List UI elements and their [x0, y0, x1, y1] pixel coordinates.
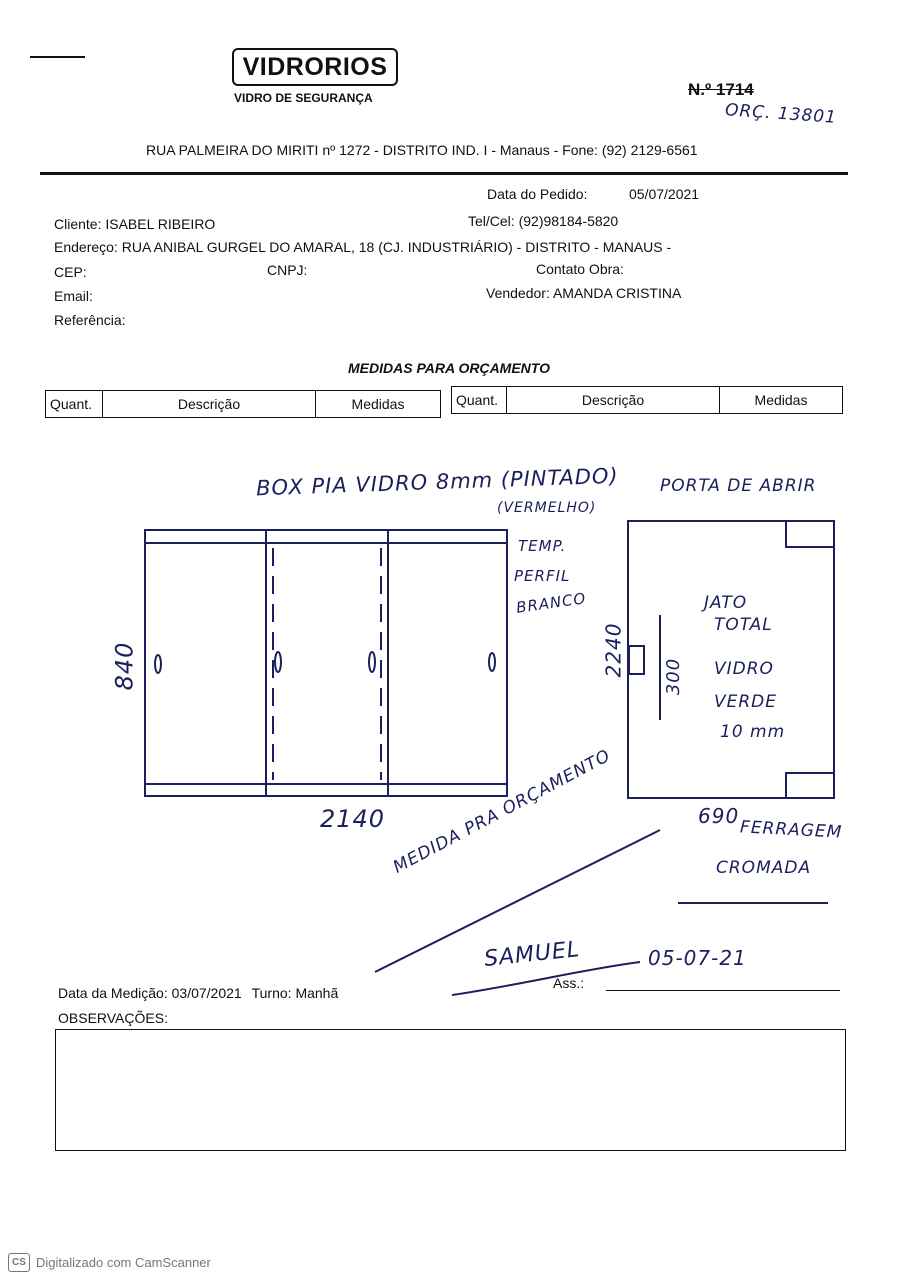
header-quantity: Quant. [46, 391, 103, 418]
order-date-value: 05/07/2021 [629, 186, 700, 202]
note-jato: JATO [704, 593, 748, 613]
note-mm: 10 mm [720, 722, 786, 742]
door-hinge-bottom [786, 773, 834, 798]
address-value: RUA ANIBAL GURGEL DO AMARAL, 18 (CJ. INDUSTRIÁRIO) - DISTRITO - MANAUS - [121, 239, 672, 255]
note-medida: MEDIDA PRA ORÇAMENTO [390, 745, 615, 878]
box-handle-3 [369, 652, 375, 672]
seller-value: AMANDA CRISTINA [552, 285, 682, 301]
measurement-date-label: Data da Medição: [58, 985, 168, 1001]
signature-label: Ass.: [553, 975, 585, 991]
measurement-date-value: 03/07/2021 [171, 985, 242, 1001]
box-outline [145, 530, 507, 796]
company-tagline: VIDRO DE SEGURANÇA [234, 91, 373, 105]
door-title: PORTA DE ABRIR [660, 476, 817, 496]
client-label: Cliente: [54, 216, 102, 232]
header-description: Descrição [103, 391, 316, 418]
box-height: 840 [110, 641, 139, 691]
door-handle [629, 646, 644, 674]
phone-label: Tel/Cel: [468, 213, 515, 229]
cnpj-label: CNPJ: [267, 262, 308, 278]
address-label: Endereço: [54, 239, 118, 255]
document-number: N.º 1714 [688, 80, 754, 99]
shift-value: Manhã [295, 985, 339, 1001]
seller-label: Vendedor: [486, 285, 550, 301]
email-label: Email: [54, 288, 93, 304]
signature-date: 05-07-21 [648, 946, 747, 970]
header-description: Descrição [507, 387, 720, 414]
box-title: BOX PIA VIDRO 8mm (PINTADO) [255, 463, 620, 501]
box-handle-1 [155, 655, 161, 673]
scanner-text: Digitalizado com CamScanner [36, 1255, 211, 1270]
box-handle-4 [489, 653, 495, 671]
box-width: 2140 [320, 805, 386, 833]
header-quantity: Quant. [452, 387, 507, 414]
header-measures: Medidas [316, 391, 441, 418]
scanner-watermark [8, 1253, 211, 1272]
orc-number: ORÇ. 13801 [724, 100, 838, 128]
company-address: RUA PALMEIRA DO MIRITI nº 1272 - DISTRITO IND. I - Manaus - Fone: (92) 2129-6561 [146, 142, 698, 158]
door-hinge-top [786, 521, 834, 547]
box-color: (VERMELHO) [497, 500, 597, 516]
note-vidro: VIDRO [714, 659, 774, 679]
header-measures: Medidas [720, 387, 843, 414]
order-date-label: Data do Pedido: [487, 186, 588, 202]
company-logo: VIDRORIOS [232, 48, 398, 86]
note-branco: BRANCO [515, 589, 588, 617]
signature-line [606, 990, 840, 991]
observations-label: OBSERVAÇÕES: [58, 1010, 168, 1026]
client-value: ISABEL RIBEIRO [105, 216, 216, 232]
door-width: 690 [698, 804, 740, 828]
contact-label: Contato Obra: [536, 261, 624, 277]
cep-label: CEP: [54, 264, 87, 280]
note-total: TOTAL [714, 615, 773, 635]
observations-box [55, 1029, 846, 1151]
handwritten-signature: SAMUEL [482, 937, 582, 972]
shift-label: Turno: [251, 985, 292, 1001]
handle-size: 300 [663, 657, 685, 696]
section-title: MEDIDAS PARA ORÇAMENTO [348, 360, 550, 376]
note-verde: VERDE [714, 692, 778, 712]
phone-value: (92)98184-5820 [518, 213, 619, 229]
measurement-field [58, 985, 338, 1001]
door-height: 2240 [601, 622, 626, 678]
note-cromada: CROMADA [716, 858, 812, 878]
note-ferragem: FERRAGEM [739, 817, 843, 843]
note-perfil: PERFIL [514, 567, 571, 585]
reference-label: Referência: [54, 312, 126, 328]
camscanner-icon: CS [8, 1253, 30, 1272]
box-handle-2 [275, 652, 281, 672]
note-temp: TEMP. [518, 537, 567, 555]
